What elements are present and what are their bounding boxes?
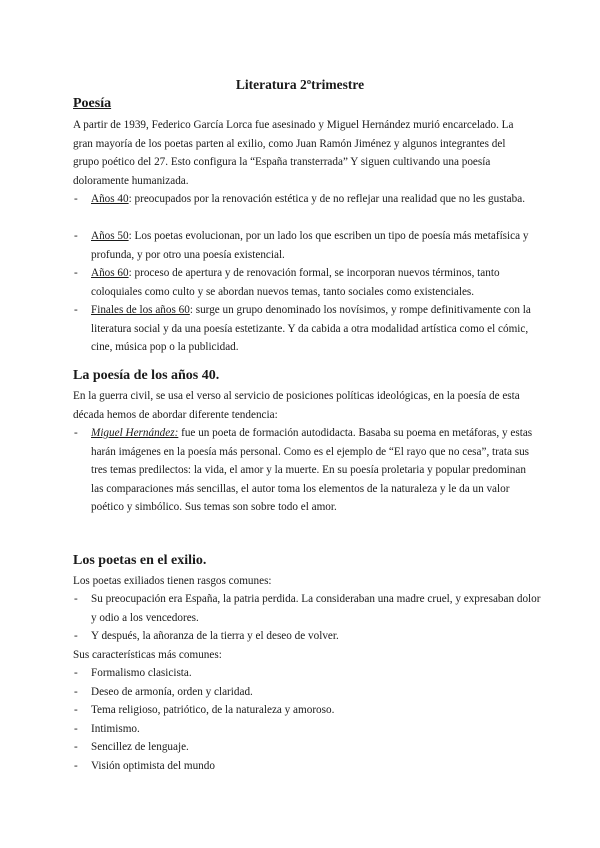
bullet-dash: - xyxy=(74,593,78,605)
page-title: Literatura 2ºtrimestre xyxy=(235,77,365,92)
bullet-dash: - xyxy=(74,630,78,642)
heading-exilio: Los poetas en el exilio. xyxy=(73,553,207,568)
list-item xyxy=(74,190,541,209)
term-miguel-hernandez: Miguel Hernández: xyxy=(91,427,179,439)
anios40-intro: En la guerra civil, se usa el verso al servicio de posiciones políticas ideológicas, en la poesía de esta década hemos de abordar diferente tendencia: xyxy=(73,390,520,421)
item-text: Sencillez de lenguaje. xyxy=(91,741,189,753)
list-item xyxy=(74,683,541,702)
item-text: : Los poetas evolucionan, por un lado los que escriben un tipo de poesía más metafísica y profunda, y por otro una poesía existencial. xyxy=(91,230,529,261)
item-text: Deseo de armonía, orden y claridad. xyxy=(91,686,253,698)
term-finales-anios-60: Finales de los años 60 xyxy=(91,304,190,316)
bullet-dash: - xyxy=(74,704,78,716)
list-item xyxy=(74,227,541,264)
poesia-intro: A partir de 1939, Federico García Lorca fue asesinado y Miguel Hernández murió encarcelado. La gran mayoría de los poetas parten al exilio, como Juan Ramón Jiménez y algunos integrantes del grupo poético del 27. Esto configura la “España transterrada” Y siguen cultivando una poesía doloramente humanizada. xyxy=(73,119,514,187)
list-item xyxy=(74,264,541,301)
item-text: fue un poeta de formación autodidacta. Basaba su poema en metáforas, y estas harán imágenes en la poesía más personal. Como es el ejemplo de “El rayo que no cesa”, trata sus tres temas predilectos: la vida, el amor y la muerte. En su poesía proletaria y popular predominan las comparaciones más sencillas, el autor toma los elementos de la naturaleza y le da un valor poético y simbólico. Sus temas son sobre todo el amor. xyxy=(91,427,533,514)
item-text: Formalismo clasicista. xyxy=(91,667,192,679)
term-anios-40: Años 40 xyxy=(91,193,129,205)
bullet-dash: - xyxy=(74,193,78,205)
heading-poesia: Poesía xyxy=(73,96,112,111)
bullet-dash: - xyxy=(74,427,78,439)
bullet-dash: - xyxy=(74,686,78,698)
item-text: : proceso de apertura y de renovación formal, se incorporan nuevos términos, tanto coloquiales como culto y se abordan nuevos temas, tanto sociales como existenciales. xyxy=(91,267,500,298)
bullet-dash: - xyxy=(74,267,78,279)
list-item xyxy=(74,720,541,739)
list-item xyxy=(74,664,541,683)
list-item xyxy=(74,590,541,627)
item-text: : preocupados por la renovación estética y de no reflejar una realidad que no les gustaba. xyxy=(128,193,525,205)
item-text: Tema religioso, patriótico, de la naturaleza y amoroso. xyxy=(91,704,335,716)
features-intro: Sus características más comunes: xyxy=(73,649,222,661)
item-text: Visión optimista del mundo xyxy=(91,760,215,772)
term-anios-60: Años 60 xyxy=(91,267,129,279)
heading-anios-40: La poesía de los años 40. xyxy=(73,368,220,383)
bullet-dash: - xyxy=(74,667,78,679)
item-text: Intimismo. xyxy=(91,723,140,735)
list-item xyxy=(74,738,541,757)
item-text: : surge un grupo denominado los novísimos, y rompe definitivamente con la literatura social y da una poesía estetizante. Y da cabida a otra modalidad artística como el cómic, cine, música pop o la publicidad. xyxy=(91,304,531,354)
item-text: Y después, la añoranza de la tierra y el deseo de volver. xyxy=(91,630,339,642)
bullet-dash: - xyxy=(74,723,78,735)
list-item xyxy=(74,424,541,517)
list-item xyxy=(74,301,541,357)
bullet-dash: - xyxy=(74,304,78,316)
exilio-intro: Los poetas exiliados tienen rasgos comunes: xyxy=(73,575,272,587)
bullet-dash: - xyxy=(74,741,78,753)
list-item xyxy=(74,701,541,720)
list-item xyxy=(74,757,541,776)
bullet-dash: - xyxy=(74,760,78,772)
term-anios-50: Años 50 xyxy=(91,230,129,242)
bullet-dash: - xyxy=(74,230,78,242)
list-item xyxy=(74,627,541,646)
item-text: Su preocupación era España, la patria perdida. La consideraban una madre cruel, y expresaban dolor y odio a los vencedores. xyxy=(91,593,541,624)
